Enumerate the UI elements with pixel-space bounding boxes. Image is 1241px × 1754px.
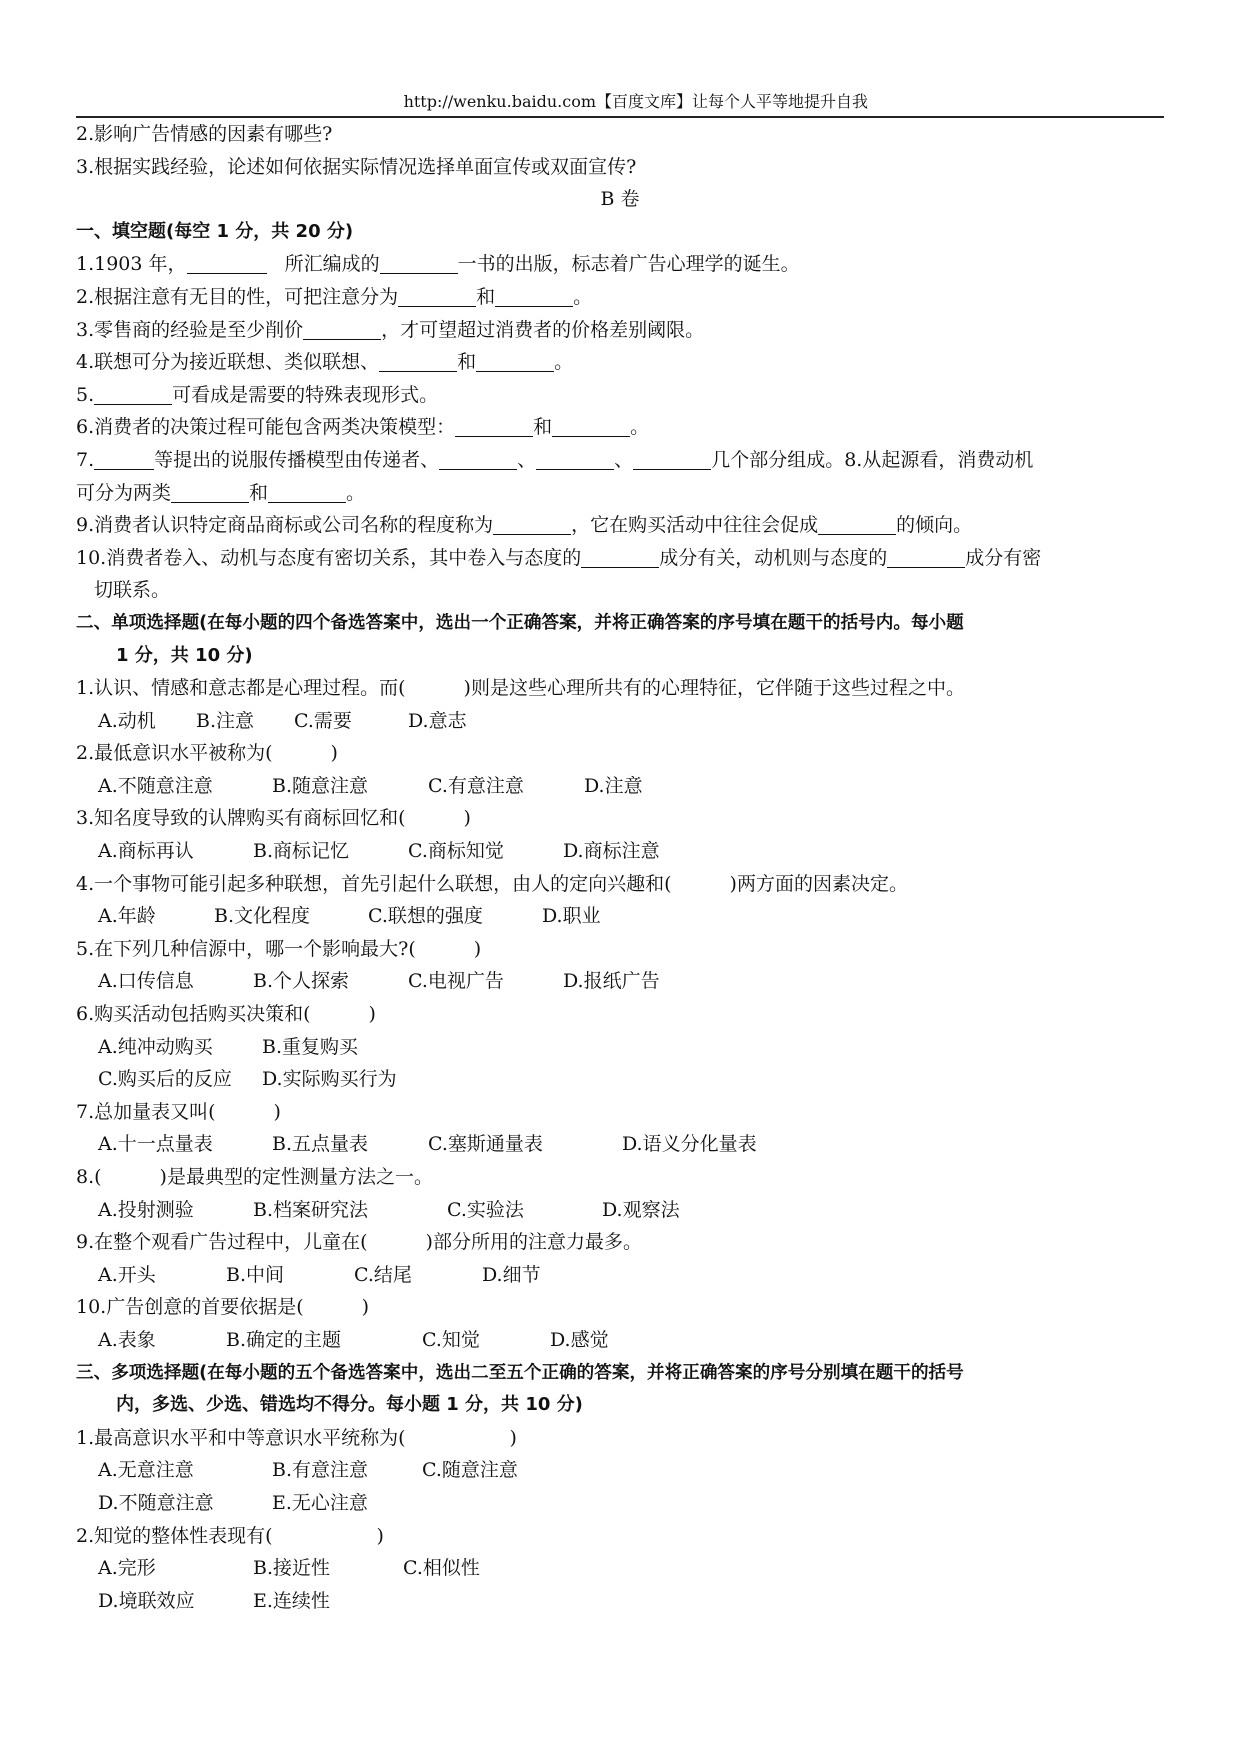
option: A.开头 <box>98 1263 156 1286</box>
option: A.十一点量表 <box>98 1133 213 1156</box>
single-question-4-options <box>76 900 1164 933</box>
page-header <box>76 88 1164 118</box>
option: D.境联效应 <box>98 1589 195 1612</box>
fill-question-10: 10.消费者卷入、动机与态度有密切关系，其中卷入与态度的 成分有关，动机则与态度的 成分有密 <box>76 546 1042 569</box>
option: D.报纸广告 <box>563 970 660 993</box>
single-question-7: 7.总加量表又叫( ) <box>76 1100 281 1123</box>
fill-question-8-cont: 可分为两类 和 。 <box>76 481 366 504</box>
prev-question-3: 3.根据实践经验，论述如何依据实际情况选择单面宣传或双面宣传? <box>76 155 637 178</box>
option: E.连续性 <box>253 1589 330 1612</box>
option: A.口传信息 <box>98 970 194 993</box>
single-question-10: 10.广告创意的首要依据是( ) <box>76 1296 370 1319</box>
option: C.有意注意 <box>428 774 524 797</box>
option: D.语义分化量表 <box>622 1133 757 1156</box>
single-question-5: 5.在下列几种信源中，哪一个影响最大?( ) <box>76 937 482 960</box>
fill-question-4: 4.联想可分为接近联想、类似联想、 和 。 <box>76 351 574 374</box>
single-question-9-options <box>76 1259 1164 1292</box>
option: B.商标记忆 <box>253 840 350 863</box>
single-question-8: 8.( )是最典型的定性测量方法之一。 <box>76 1166 433 1188</box>
fill-question-9: 9.消费者认识特定商品商标或公司名称的程度称为 ，它在购买活动中往往会促成 的倾向。 <box>76 514 973 537</box>
fill-question-3: 3.零售商的经验是至少削价 ，才可望超过消费者的价格差别阈限。 <box>76 318 705 341</box>
option: B.档案研究法 <box>253 1198 369 1221</box>
fill-question-1: 1.1903 年， 所汇编成的 一书的出版，标志着广告心理学的诞生。 <box>76 253 800 276</box>
multi-question-2: 2.知觉的整体性表现有( ) <box>76 1524 384 1547</box>
option: D.商标注意 <box>563 840 660 863</box>
single-question-2-options <box>76 770 1164 803</box>
option: B.五点量表 <box>272 1133 369 1156</box>
single-question-6-options-1 <box>76 1031 1164 1064</box>
option: A.动机 <box>98 709 156 732</box>
fill-question-10-cont: 切联系。 <box>94 579 171 602</box>
single-question-10-options <box>76 1324 1164 1357</box>
single-question-7-options <box>76 1128 1164 1161</box>
single-question-1-options <box>76 705 1164 738</box>
option: D.细节 <box>482 1263 541 1286</box>
option: C.塞斯通量表 <box>428 1133 543 1156</box>
section-2-title: 二、单项选择题(在每小题的四个备选答案中，选出一个正确答案，并将正确答案的序号填在题干的括号内。每小题 <box>76 612 964 633</box>
option: A.完形 <box>98 1557 156 1580</box>
option: B.文化程度 <box>214 905 311 928</box>
option: A.商标再认 <box>98 840 194 863</box>
option: B.个人探索 <box>253 970 350 993</box>
option: D.观察法 <box>602 1198 680 1221</box>
option: C.随意注意 <box>422 1459 518 1482</box>
option: D.职业 <box>542 905 601 928</box>
option: A.纯冲动购买 <box>98 1035 213 1058</box>
option: B.随意注意 <box>272 774 369 797</box>
single-question-9: 9.在整个观看广告过程中，儿童在( )部分所用的注意力最多。 <box>76 1231 642 1254</box>
section-3-title-cont: 内，多选、少选、错选均不得分。每小题 1 分，共 10 分) <box>116 1394 583 1416</box>
section-1-title: 一、填空题(每空 1 分，共 20 分) <box>76 220 354 242</box>
header-text: http://wenku.baidu.com【百度文库】让每个人平等地提升自我 <box>403 92 868 111</box>
option: B.接近性 <box>253 1557 331 1580</box>
option: B.中间 <box>226 1263 285 1286</box>
paper-b-title: B 卷 <box>600 188 640 211</box>
option: D.意志 <box>408 709 467 732</box>
multi-question-2-options-2 <box>76 1585 1164 1618</box>
single-question-4: 4.一个事物可能引起多种联想，首先引起什么联想，由人的定向兴趣和( )两方面的因素决定。 <box>76 872 908 895</box>
multi-question-1-options-1 <box>76 1454 1164 1487</box>
option: E.无心注意 <box>272 1491 368 1514</box>
option: D.感觉 <box>550 1328 609 1351</box>
option: A.不随意注意 <box>98 774 213 797</box>
option: C.购买后的反应 <box>98 1068 232 1091</box>
single-question-3: 3.知名度导致的认牌购买有商标回忆和( ) <box>76 807 471 830</box>
option: B.确定的主题 <box>226 1328 342 1351</box>
option: A.表象 <box>98 1328 156 1351</box>
fill-question-7: 7. 等提出的说服传播模型由传递者、 、 、 几个部分组成。8.从起源看，消费动机 <box>76 448 1034 471</box>
option: C.商标知觉 <box>408 840 504 863</box>
option: C.知觉 <box>422 1328 480 1351</box>
option: C.结尾 <box>354 1263 412 1286</box>
multi-question-1-options-2 <box>76 1487 1164 1520</box>
fill-question-2: 2.根据注意有无目的性，可把注意分为 和 。 <box>76 285 593 308</box>
option: B.重复购买 <box>262 1035 359 1058</box>
option: C.联想的强度 <box>368 905 483 928</box>
section-3-title: 三、多项选择题(在每小题的五个备选答案中，选出二至五个正确的答案，并将正确答案的序号分别填在题干的括号 <box>76 1362 964 1383</box>
option: B.注意 <box>196 709 255 732</box>
option: A.投射测验 <box>98 1198 194 1221</box>
section-2-title-cont: 1 分，共 10 分) <box>116 644 253 666</box>
single-question-6: 6.购买活动包括购买决策和( ) <box>76 1003 376 1026</box>
multi-question-2-options-1 <box>76 1552 1164 1585</box>
option: D.不随意注意 <box>98 1491 214 1514</box>
option: C.电视广告 <box>408 970 504 993</box>
option: D.实际购买行为 <box>262 1068 397 1091</box>
single-question-3-options <box>76 835 1164 868</box>
multi-question-1: 1.最高意识水平和中等意识水平统称为( ) <box>76 1426 517 1449</box>
option: A.年龄 <box>98 905 156 928</box>
document-body <box>76 118 1164 1617</box>
prev-question-2: 2.影响广告情感的因素有哪些? <box>76 123 333 145</box>
single-question-8-options <box>76 1194 1164 1227</box>
option: D.注意 <box>584 774 643 797</box>
option: B.有意注意 <box>272 1459 369 1482</box>
single-question-5-options <box>76 965 1164 998</box>
option: C.相似性 <box>403 1557 480 1580</box>
option: C.实验法 <box>447 1198 524 1221</box>
option: A.无意注意 <box>98 1459 194 1482</box>
fill-question-6: 6.消费者的决策过程可能包含两类决策模型： 和 。 <box>76 416 650 439</box>
fill-question-5: 5. 可看成是需要的特殊表现形式。 <box>76 383 439 406</box>
single-question-6-options-2 <box>76 1063 1164 1096</box>
option: C.需要 <box>294 709 352 732</box>
single-question-2: 2.最低意识水平被称为( ) <box>76 742 338 765</box>
single-question-1: 1.认识、情感和意志都是心理过程。而( )则是这些心理所共有的心理特征，它伴随于这些过程之中。 <box>76 677 965 700</box>
